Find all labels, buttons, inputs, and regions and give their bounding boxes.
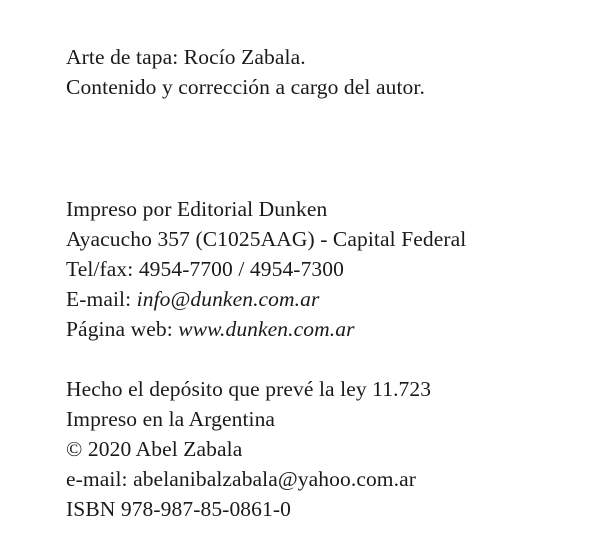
cover-art-credit: Arte de tapa: Rocío Zabala. [66,45,306,69]
printer-phone: Tel/fax: 4954-7700 / 4954-7300 [66,257,344,281]
printer-email-line [66,284,540,314]
copyright: © 2020 Abel Zabala [66,437,243,461]
printer-email-value: info@dunken.com.ar [136,287,320,311]
printer-name: Impreso por Editorial Dunken [66,197,328,221]
author-email: e-mail: abelanibalzabala@yahoo.com.ar [66,467,417,491]
legal-deposit: Hecho el depósito que prevé la ley 11.723 [66,377,432,401]
legal-block [66,374,540,524]
printer-block [66,194,540,344]
credits-block [66,42,540,102]
printer-email-label: E-mail: [66,287,137,311]
printer-web-value: www.dunken.com.ar [178,317,355,341]
content-credit: Contenido y corrección a cargo del autor. [66,75,425,99]
printer-web-label: Página web: [66,317,179,341]
printer-web-line [66,314,540,344]
printed-in: Impreso en la Argentina [66,407,276,431]
printer-address: Ayacucho 357 (C1025AAG) - Capital Federal [66,227,467,251]
isbn: ISBN 978-987-85-0861-0 [66,497,291,521]
